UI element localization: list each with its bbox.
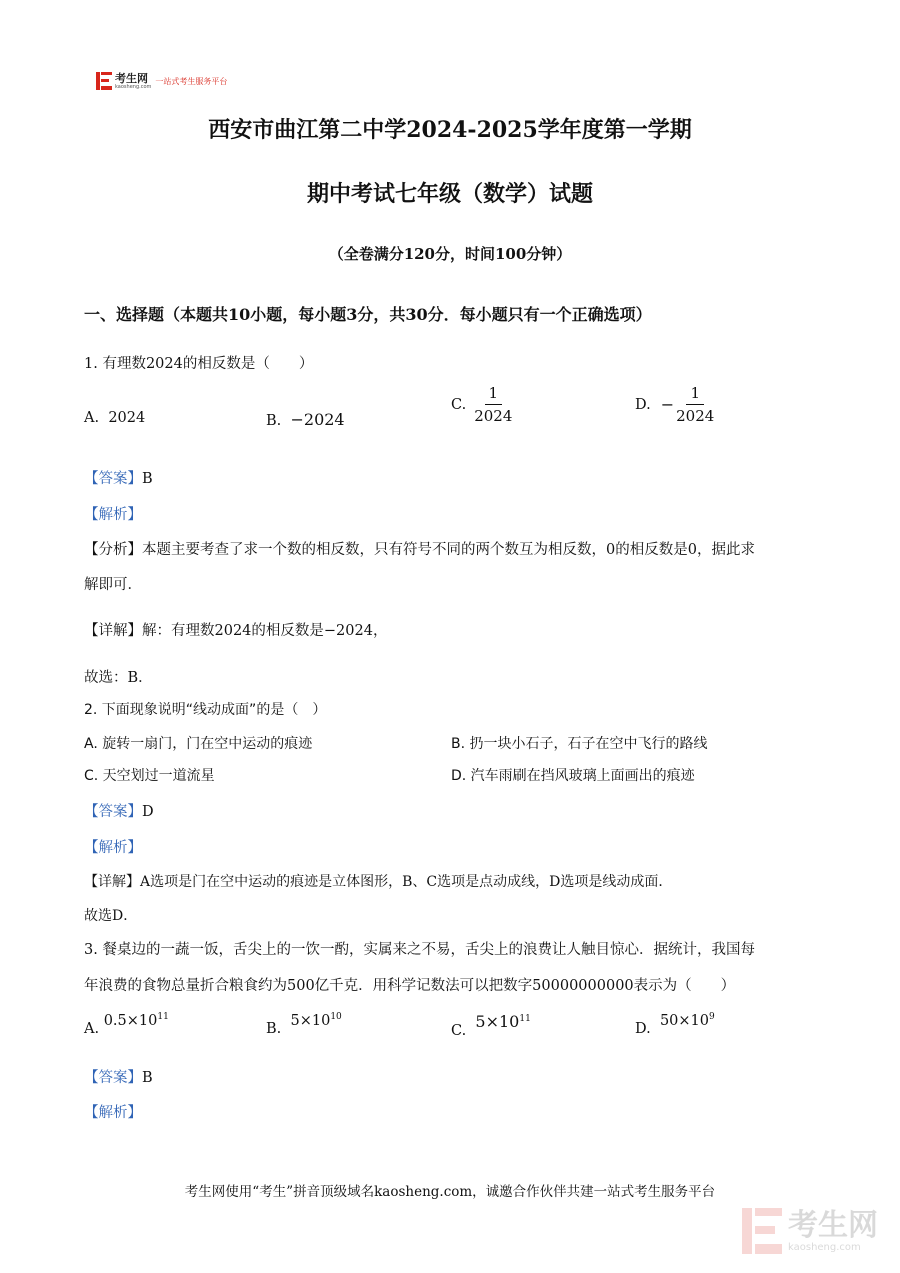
q2-option-d: D. 汽车雨刷在挡风玻璃上面画出的痕迹 [451,768,695,784]
brand-slogan: 一站式考生服务平台 [155,76,228,86]
watermark-logo [742,1208,878,1254]
q2-option-c: C. 天空划过一道流星 [84,768,215,784]
page-title-line1: 西安市曲江第二中学2024-2025学年度第一学期 [208,117,692,143]
q1-option-d: D. − $\frac{1}{2024}$ [635,384,715,425]
q2-analysis-tag: 【解析】 [84,840,142,856]
brand-logo [96,72,227,90]
q3-option-d: D. $50\times 10^9$ [635,1012,715,1037]
q3-analysis-tag: 【解析】 [84,1105,142,1121]
watermark-name: 考生网 [788,1207,878,1243]
watermark-domain: kaosheng.com [788,1241,861,1253]
q3-stem: 3. 餐桌边的一蔬一饭，舌尖上的一饮一酌，实属来之不易，舌尖上的浪费让人触目惊心．据统计，我国每 [84,942,755,958]
q1-detail: 【详解】解：有理数2024的相反数是−2024， [84,623,388,639]
q2-option-a: A. 旋转一扇门，门在空中运动的痕迹 [84,736,313,752]
q2-answer: 【答案】D [84,804,154,820]
q1-fenxi-cont: 解即可． [84,577,142,593]
brand-domain: kaosheng.com [115,83,152,90]
q2-stem: 2. 下面现象说明“线动成面”的是（ ） [84,702,327,718]
page-title-line2: 期中考试七年级（数学）试题 [306,181,593,207]
section-heading: 一、选择题（本题共10小题，每小题3分，共30分．每小题只有一个正确选项） [84,305,652,324]
q3-option-c: C. $5\times 10^{11}$ [451,1012,531,1039]
q1-option-b: B. −2024 [266,410,345,429]
q1-option-a: A. 2024 [84,410,146,426]
q1-fenxi: 【分析】本题主要考查了求一个数的相反数，只有符号不同的两个数互为相反数，0的相反数是0，据此求 [84,542,755,558]
q1-answer: 【答案】B [84,471,153,487]
q1-conclusion: 故选：B． [84,670,153,686]
q1-analysis-tag: 【解析】 [84,507,142,523]
q2-option-b: B. 扔一块小石子，石子在空中飞行的路线 [451,736,708,752]
watermark-logo-icon [742,1208,782,1254]
q3-stem-cont: 年浪费的食物总量折合粮食约为500亿千克．用科学记数法可以把数字50000000000表示为（ ） [84,978,736,994]
q3-option-a: A. $0.5\times 10^{11}$ [84,1012,169,1037]
q3-option-b: B. $5\times 10^{10}$ [266,1012,342,1037]
brand-name: 考生网 [115,71,148,85]
logo-icon [96,72,112,90]
q1-stem: 1. 有理数2024的相反数是（ ） [84,356,314,372]
q1-c-fraction: $\frac{1}{2024}$ [474,384,513,425]
exam-subtitle: （全卷满分120分，时间100分钟） [328,245,572,263]
q2-detail: 【详解】A选项是门在空中运动的痕迹是立体图形，B、C选项是点动成线，D选项是线动成面． [84,874,673,890]
q3-answer: 【答案】B [84,1070,153,1086]
page-footer: 考生网使用“考生”拼音顶级域名kaosheng.com，诚邀合作伙伴共建一站式考生服务平台 [184,1184,716,1200]
q1-option-c: C. $\frac{1}{2024}$ [451,384,513,425]
q1-d-fraction: $\frac{1}{2024}$ [676,384,715,425]
q2-conclusion: 故选D． [84,908,138,924]
